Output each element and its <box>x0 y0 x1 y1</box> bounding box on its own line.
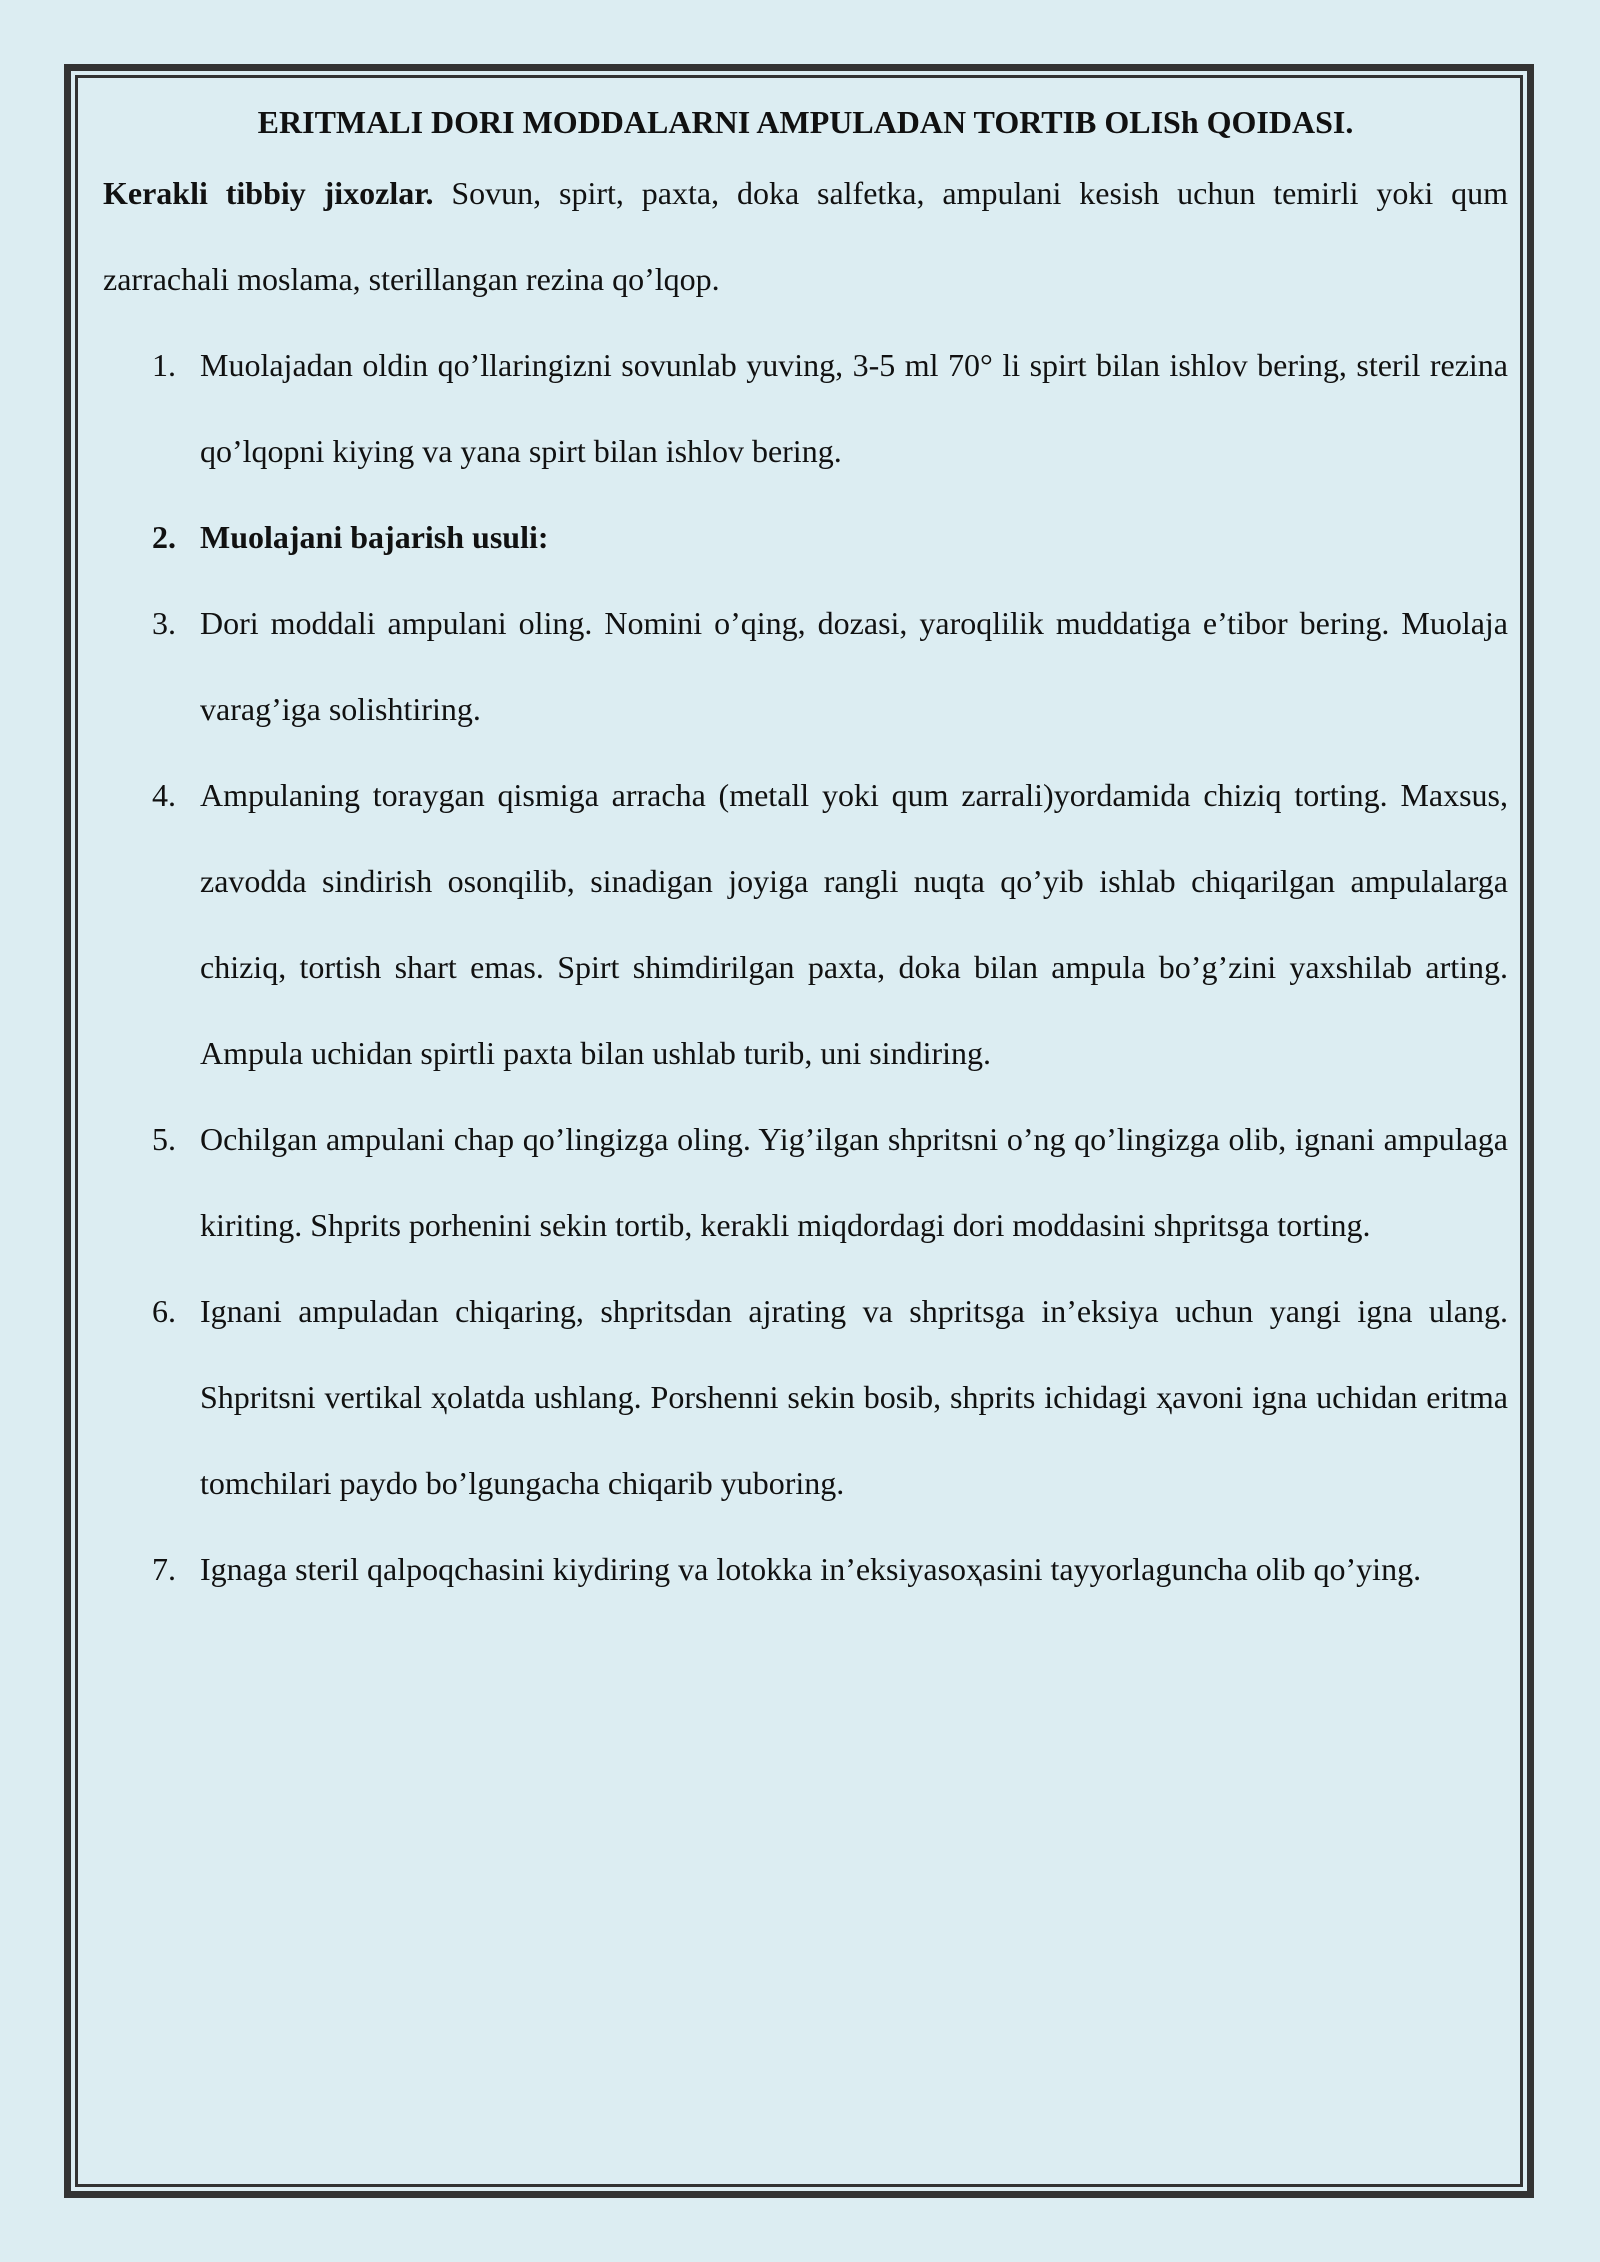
step-text: Ignaga steril qalpoqchasini kiydiring va lotokka in’eksiyasoҳasini tayyorlaguncha olib qo’ying. <box>200 1551 1422 1588</box>
equipment-text: Sovun, spirt, paxta, doka salfetka, ampulani kesish uchun temirli yoki qum zarrachali moslama, sterillangan rezina qo’lqop. <box>103 175 1509 298</box>
step-text: Muolajani bajarish usuli: <box>200 519 549 556</box>
list-item <box>103 580 1508 752</box>
procedure-steps-list <box>103 322 1508 1612</box>
step-number: 3. <box>152 605 176 642</box>
step-number: 4. <box>152 777 176 814</box>
step-number: 2. <box>152 519 176 556</box>
step-text: Ochilgan ampulani chap qo’lingizga oling. Yig’ilgan shpritsni o’ng qo’lingizga olib, ignani ampulaga kiriting. Shprits porhenini sekin tortib, kerakli miqdordagi dori moddasini shpritsga torting. <box>200 1121 1508 1244</box>
step-text: Muolajadan oldin qo’llaringizni sovunlab yuving, 3-5 ml 70° li spirt bilan ishlov bering, steril rezina qo’lqopni kiying va yana spirt bilan ishlov bering. <box>200 347 1508 470</box>
page-border-frame <box>64 64 1534 2198</box>
list-item <box>103 494 1508 580</box>
step-text: Ampulaning toraygan qismiga arracha (metall yoki qum zarrali)yordamida chiziq torting. Maxsus, zavodda sindirish osonqilib, sinadigan joyiga rangli nuqta qo’yib ishlab chiqarilgan ampulalarga chiziq, tortish shart emas. Spirt shimdirilgan paxta, doka bilan ampula bo’g’zini yaxshilab arting. Ampula uchidan spirtli paxta bilan ushlab turib, uni sindiring. <box>200 777 1508 1072</box>
step-number: 1. <box>152 347 176 384</box>
list-item <box>103 1096 1508 1268</box>
step-number: 7. <box>152 1551 176 1588</box>
step-number: 5. <box>152 1121 176 1158</box>
step-text: Ignani ampuladan chiqaring, shpritsdan ajrating va shpritsga in’eksiya uchun yangi igna ulang. Shpritsni vertikal ҳolatda ushlang. Porshenni sekin bosib, shprits ichidagi ҳavoni igna uchidan eritma tomchilari paydo bo’lgungacha chiqarib yuboring. <box>200 1293 1508 1502</box>
list-item <box>103 322 1508 494</box>
step-number: 6. <box>152 1293 176 1330</box>
list-item <box>103 752 1508 1096</box>
equipment-label: Kerakli tibbiy jixozlar. <box>103 175 434 212</box>
document-content <box>103 101 1508 1612</box>
list-item <box>103 1526 1508 1612</box>
step-text: Dori moddali ampulani oling. Nomini o’qing, dozasi, yaroqlilik muddatiga e’tibor bering. Muolaja varag’iga solishtiring. <box>200 605 1508 728</box>
document-title: ERITMALI DORI MODDALARNI AMPULADAN TORTIB OLISh QOIDASI. <box>257 104 1354 140</box>
list-item <box>103 1268 1508 1526</box>
equipment-paragraph <box>103 150 1508 322</box>
